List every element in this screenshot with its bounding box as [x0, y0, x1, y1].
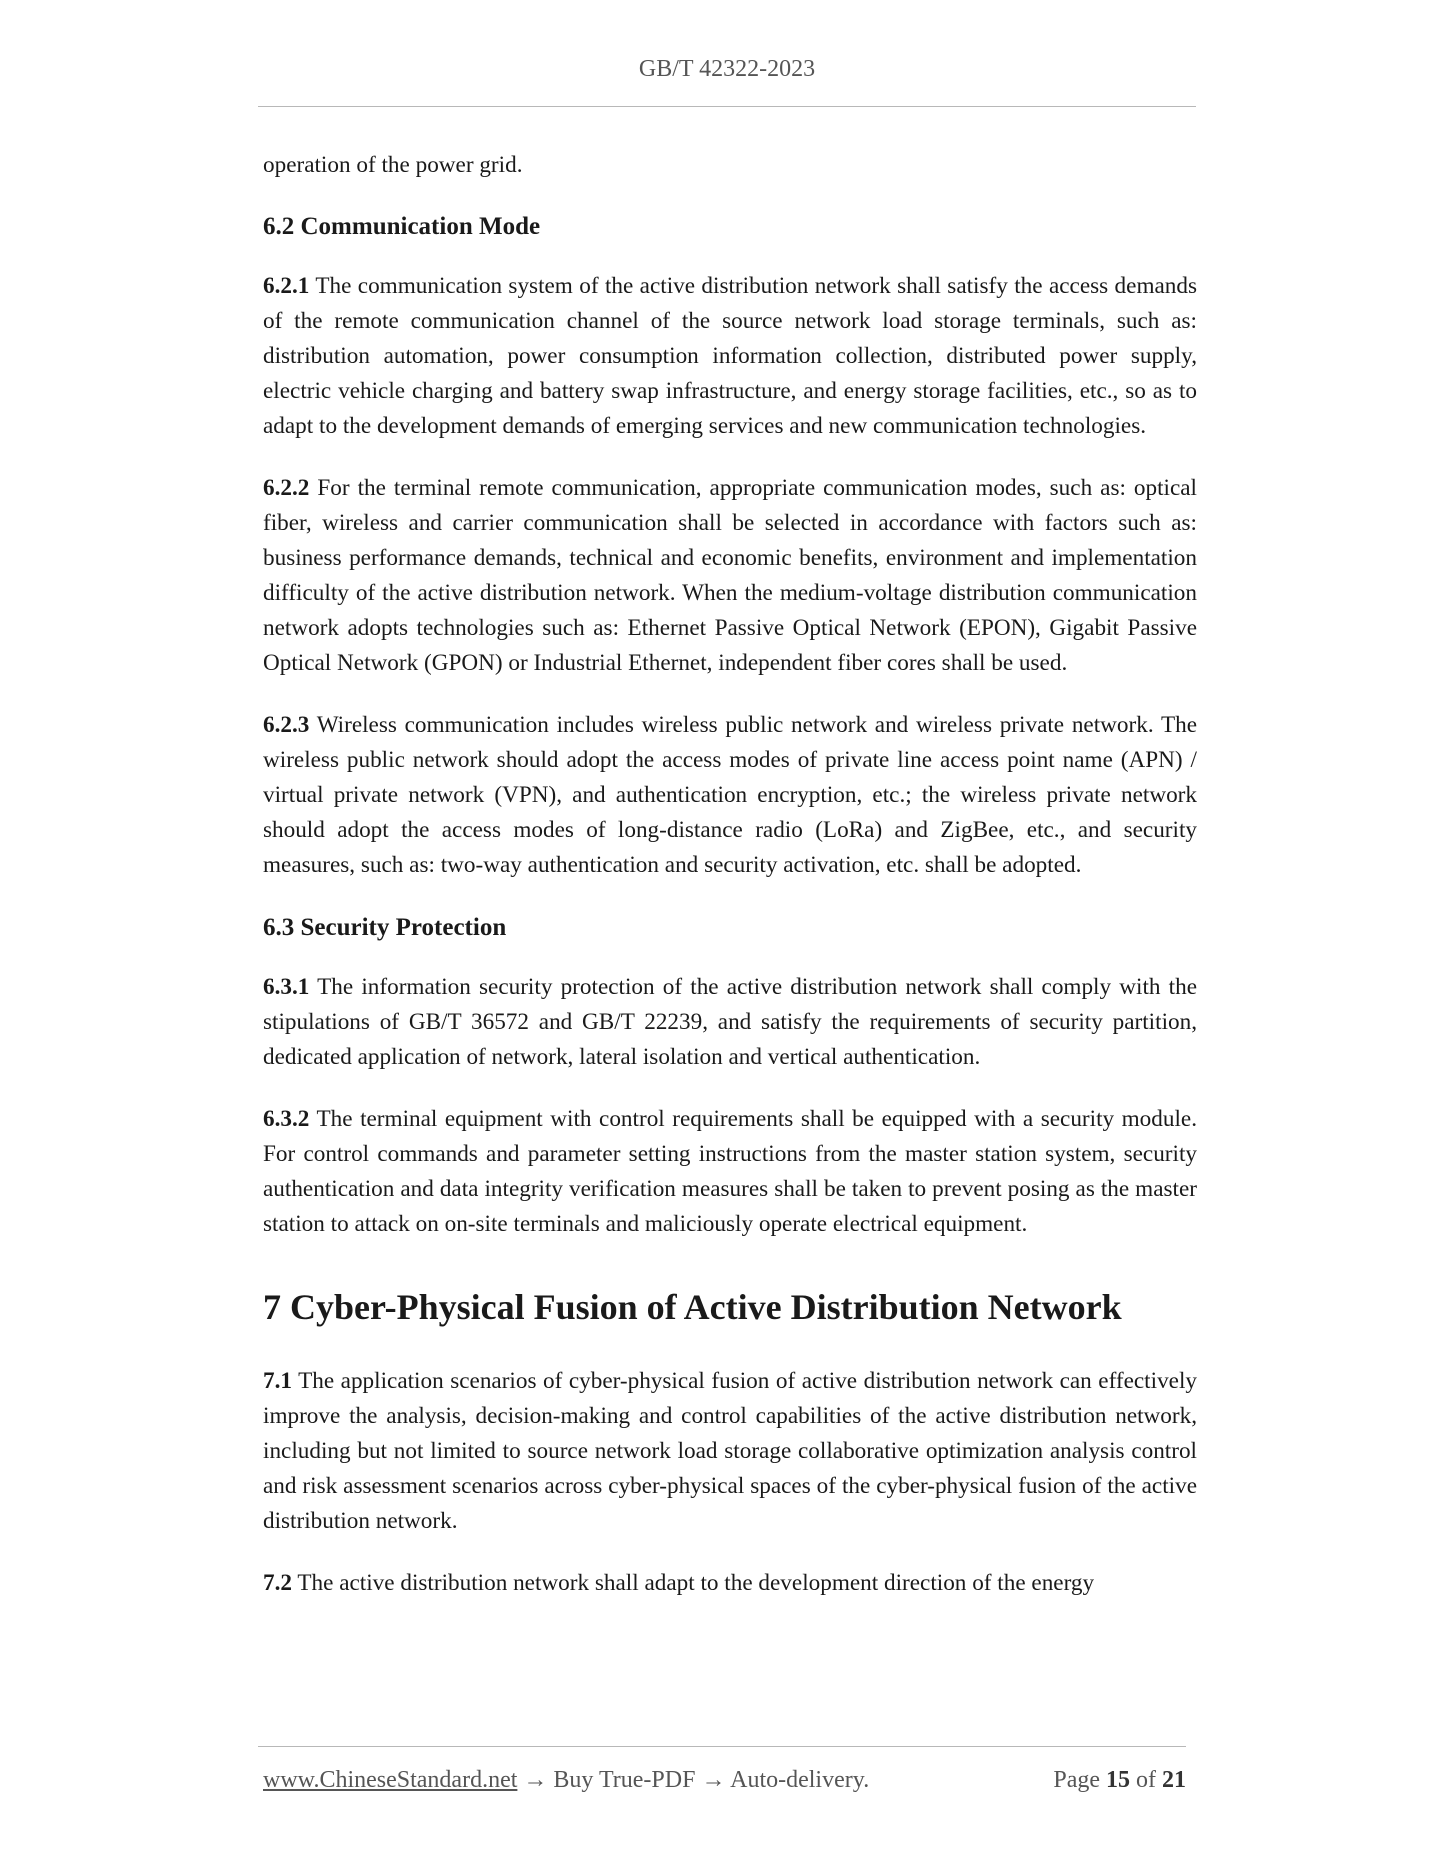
clause-text: The communication system of the active distribution network shall satisfy the access demands of the remote communication channel of the source network load storage terminals, such as: distribution automation, power consumption information collection, distributed power supply, electric vehicle charging and battery swap infrastructure, and energy storage facilities, etc., so as to adapt to the development demands of emerging services and new communication technologies.: [263, 273, 1197, 439]
chapter-7-heading: 7 Cyber-Physical Fusion of Active Distribution Network: [263, 1287, 1122, 1327]
footer-promo: [263, 1767, 869, 1794]
clause-text: The terminal equipment with control requirements shall be equipped with a security module. For control commands and parameter setting instructions from the master station system, security authentication and data integrity verification measures shall be taken to prevent posing as the master station to attack on on-site terminals and maliciously operate electrical equipment.: [263, 1106, 1197, 1237]
website-link[interactable]: www.ChineseStandard.net: [263, 1767, 518, 1793]
clause-6-3-1: [263, 970, 1197, 1075]
clause-text: The active distribution network shall adapt to the development direction of the energy: [291, 1570, 1095, 1596]
promo-text: → Buy True-PDF → Auto-delivery.: [517, 1767, 870, 1793]
of-word: of: [1130, 1767, 1162, 1793]
clause-7-2: [263, 1566, 1197, 1601]
document-body: [263, 148, 1197, 1601]
clause-text: The information security protection of the active distribution network shall comply with the stipulations of GB/T 36572 and GB/T 22239, and satisfy the requirements of security partition, dedicated application of network, lateral isolation and vertical authentication.: [263, 974, 1197, 1070]
clause-number: 6.3.2: [263, 1106, 310, 1132]
clause-text: Wireless communication includes wireless public network and wireless private network. The wireless public network should adopt the access modes of private line access point name (APN) / virtual private network (VPN), and authentication encryption, etc.; the wireless private network should adopt the access modes of long-distance radio (LoRa) and ZigBee, etc., and security measures, such as: two-way authentication and security activation, etc. shall be adopted.: [263, 712, 1197, 878]
clause-number: 6.2.2: [263, 475, 310, 501]
page-word: Page: [1053, 1767, 1106, 1793]
clause-6-2-2: [263, 471, 1197, 681]
intro-paragraph-tail: operation of the power grid.: [263, 152, 523, 178]
clause-6-2-1: [263, 269, 1197, 444]
section-6-2-heading: 6.2 Communication Mode: [263, 213, 541, 240]
header-divider: [258, 106, 1196, 107]
clause-number: 6.2.3: [263, 712, 310, 738]
page-footer: [263, 1767, 1186, 1794]
clause-number: 6.2.1: [263, 273, 310, 299]
clause-text: For the terminal remote communication, appropriate communication modes, such as: optical fiber, wireless and carrier communication shall be selected in accordance with factors such as: business performance demands, technical and economic benefits, environment and implementation difficulty of the active distribution network. When the medium-voltage distribution communication network adopts technologies such as: Ethernet Passive Optical Network (EPON), Gigabit Passive Optical Network (GPON) or Industrial Ethernet, independent fiber cores shall be used.: [263, 475, 1197, 676]
clause-number: 6.3.1: [263, 974, 310, 1000]
document-id-header: GB/T 42322-2023: [638, 56, 816, 82]
clause-number: 7.1: [263, 1368, 292, 1394]
clause-7-1: [263, 1364, 1197, 1539]
clause-number: 7.2: [263, 1570, 292, 1596]
clause-6-3-2: [263, 1102, 1197, 1242]
section-6-3-heading: 6.3 Security Protection: [263, 914, 507, 941]
clause-6-2-3: [263, 708, 1197, 883]
clause-text: The application scenarios of cyber-physical fusion of active distribution network can effectively improve the analysis, decision-making and control capabilities of the active distribution network, including but not limited to source network load storage collaborative optimization analysis control and risk assessment scenarios across cyber-physical spaces of the cyber-physical fusion of the active distribution network.: [263, 1368, 1197, 1534]
total-pages-number: 21: [1162, 1767, 1186, 1793]
footer-divider: [258, 1746, 1186, 1747]
page-indicator: [1053, 1767, 1186, 1794]
current-page-number: 15: [1106, 1767, 1130, 1793]
